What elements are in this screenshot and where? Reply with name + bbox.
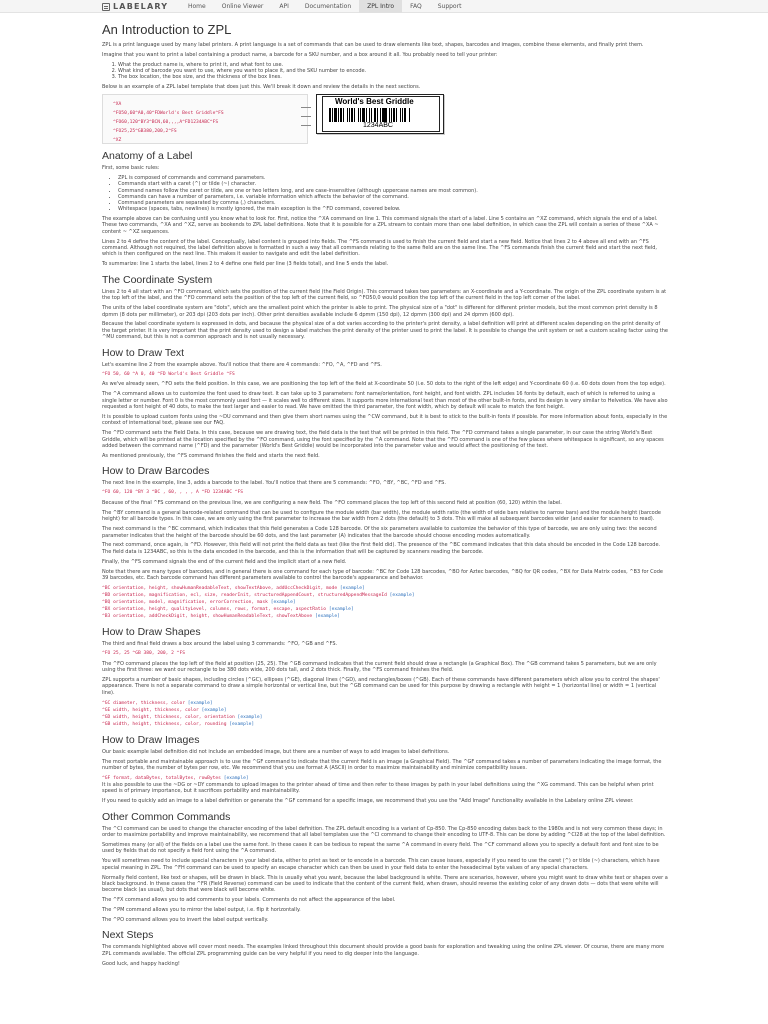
code-sample: ^FO 50, 60 ^A 0, 40 ^FD World's Best Griddle ^FS	[102, 371, 235, 377]
paragraph: Finally, the ^FS command signals the end of the current field and the implicit start of a new field.	[102, 558, 347, 565]
zpl-line: ^XA	[113, 102, 122, 108]
example-link[interactable]: [example]	[328, 606, 354, 612]
paragraph: You will sometimes need to include special characters in your label data, either to print as text or to encode in a barcode. This can cause issues, especially if you need to use the caret (^) or tilde (~) characters, which have special meaning in ZPL. The ^FH command can be used to specify an escape character which can then be used in your field data to enter the hexadecimal byte values of any special characters.	[102, 858, 660, 871]
paragraph: Our basic example label definition did not include an embedded image, but there are a number of ways to add images to label definitions.	[102, 748, 450, 755]
label-title: World's Best Griddle	[335, 97, 414, 107]
paragraph: To summarize: line 1 starts the label, lines 2 to 4 define one field per line (3 fields total), and line 5 ends the label.	[102, 261, 389, 268]
zpl-line: ^XZ	[113, 138, 122, 144]
section-heading-text: How to Draw Text	[102, 346, 185, 359]
section-heading-anatomy: Anatomy of a Label	[102, 150, 193, 163]
paragraph: ZPL supports a number of basic shapes, including circles (^GC), ellipses (^GE), diagonal lines (^GD), and rectangles/boxes (^GB). Each of these commands have different parameters which allow you to control the shapes' appearance. There is not a separate command to draw a simple horizontal or vertical line, but the ^GB command can be used for this purpose by drawing a rectangle with height = 1 (horizontal line) or width = 1 (vertical line).	[102, 676, 660, 696]
paragraph: The units of the label coordinate system are "dots", which are the smallest point which the printer is able to print. The physical size of a "dot" is different for different printer models, but the most common print density is 8 dpmm (8 dots per millimeter), or 203 dpi (203 dots per inch). Other print densities available include 6 dpmm (150 dpi), 12 dpmm (300 dpi) and 24 dpmm (600 dpi).	[102, 305, 658, 318]
paragraph: As mentioned previously, the ^FS command finishes the field and starts the next field.	[102, 452, 320, 459]
paragraph: Because of the final ^FS command on the previous line, we are configuring a new field. The ^FO command places the top left of this second field at position (60, 120) within the label.	[102, 499, 562, 506]
list-item: • Command parameters are separated by comma (,) characters.	[118, 200, 668, 206]
paragraph: The ^PM command allows you to mirror the label output, i.e. flip it horizontally.	[102, 907, 301, 914]
pointer-line	[301, 125, 311, 126]
list-item: 3. The box location, the box size, and the thickness of the box lines.	[118, 74, 668, 80]
paragraph: The ^BY command is a general barcode-related command that can be used to configure the module width (bar width), the module width ratio (the width of wide bars relative to narrow bars) and the module height (barcode height) for all barcode types. In this case, we are only using the first parameter to increase the bar width from 2 dots (the default) to 3 dots. This will make all subsequent barcodes wider (and easier for scanners to read).	[102, 509, 661, 523]
command-signature: ^BC orientation, height, showHumanReadableText, showTextAbove, addUccCheckDigit, mode [example]	[102, 585, 365, 591]
brand[interactable]	[102, 2, 168, 11]
intro-paragraph: ZPL is a print language used by many label printers. A print language is a set of commands that can be used to draw elements like text, shapes, barcodes and images, combine these elements, and finally print them.	[102, 42, 644, 48]
paragraph: Let's examine line 2 from the example above. You'll notice that there are 4 commands: ^FO, ^A, ^FD and ^FS.	[102, 361, 382, 368]
paragraph: It is also possible to use the ~DG or ~DY commands to upload images to the printer ahead of time and then refer to these images by path in your label definitions using the ^XG command. This can be helpful when print speed is of primary importance, but it sacrifices portability and maintainability.	[102, 781, 654, 795]
code-sample: ^FO 60, 120 ^BY 3 ^BC , 60, , , , A ^FD 1234ABC ^FS	[102, 490, 244, 496]
list-item: 1. What the product name is, where to print it, and what font to use.	[118, 62, 668, 68]
article	[102, 22, 668, 971]
label-barcode-text: 1234ABC	[363, 122, 393, 130]
pointer-line	[301, 116, 311, 117]
section-heading-next-steps: Next Steps	[102, 929, 154, 942]
top-navbar	[0, 0, 768, 13]
command-signature: ^B3 orientation, addCheckDigit, height, showHumanReadableText, showTextAbove [example]	[102, 613, 340, 619]
paragraph: The most portable and maintainable approach is to use the ^GF command to indicate that the current field is an image (a Graphical Field). The ^GF command takes a number of parameters indicating the image format, the number of bytes, the number of bytes per row, etc. We recommend that you use format A (ASCII) in order to maximize maintainability and minimize compatibility issues.	[102, 758, 662, 771]
command-signature: ^GC diameter, thickness, color [example]	[102, 700, 213, 706]
paragraph: Lines 2 to 4 all start with an ^FO command, which sets the position of the current field (the Field Origin). This command takes two parameters: an X-coordinate and a Y-coordinate. The origin of the ZPL coordinate system is at the top left of the label, and the ^FO command sets the position of the top left of the current field, so ^FO50,0 would position the top left of the current field in the top left corner of the label.	[102, 288, 667, 302]
pointer-line	[301, 107, 311, 108]
list-item: • Commands start with a caret (^) or tilde (~) character.	[118, 181, 668, 187]
list-item: • Command names follow the caret or tilde, are one or two letters long, and are case-insensitive (although uppercase names are most common).	[118, 188, 668, 194]
paragraph: Note that there are many types of barcodes, and in general there is one command for each type of barcode: ^BC for Code 128 barcodes, ^BO for Aztec barcodes, ^BQ for QR codes, ^BX for Data Matrix codes, ^B3 for Code 39 barcodes, etc. Each barcode command has different parameters available to control the barcode's appearance and behavior.	[102, 568, 663, 582]
label-box	[322, 96, 440, 132]
command-signature: ^GD width, height, thickness, color, orientation [example]	[102, 714, 263, 720]
nav-online-viewer[interactable]: Online Viewer	[221, 3, 264, 10]
paragraph: The next command, once again, is ^FD. However, this field will not print the field data as text (like the first field did). The presence of the ^BC command indicates that this data should be encoded in the Code 128 barcode. The field data is 1234ABC, so this is the data encoded in the barcode, and this is the information that will be captured by scanners reading the barcode.	[102, 542, 661, 555]
nav-faq[interactable]: FAQ	[410, 3, 422, 10]
section-heading-shapes: How to Draw Shapes	[102, 625, 201, 638]
nav-zpl-intro[interactable]: ZPL Intro	[359, 0, 402, 13]
paragraph: Because the label coordinate system is expressed in dots, and because the physical size of a dot varies according to the printer's print density, a label definition will print at different scales depending on the print density of the target printer. It is very important that the print density used to design a label matches the print density of the printer used to print the label. It is possible to change the unit system or set a custom scaling factor using the ^MU command, but this is not a common approach and is not usually necessary.	[102, 321, 668, 341]
example-link[interactable]: [example]	[201, 707, 227, 713]
nav-support[interactable]: Support	[437, 3, 462, 10]
nav-home[interactable]: Home	[188, 3, 206, 10]
example-link[interactable]: [example]	[187, 700, 213, 706]
example-link[interactable]: [example]	[389, 592, 415, 598]
rules-list	[118, 175, 668, 212]
section-heading-coordinates: The Coordinate System	[102, 273, 213, 286]
section-heading-other-commands: Other Common Commands	[102, 810, 231, 823]
paragraph: The ^FO command places the top left of the field at position (25, 25). The ^GB command indicates that the current field should draw a rectangle (a Graphical Box). The ^GB command takes 5 parameters, but we are only using the first three: we want our rectangle to be 380 dots wide, 200 dots tall, and 2 dots thick. Finally, the ^FS command finishes the field.	[102, 660, 657, 673]
paragraph: The ^FD command sets the Field Data. In this case, because we are drawing text, the field data is the text that will be printed in this field. The ^FD command takes a single parameter, in our case the string World's Best Griddle, which will be printed at the location specified by the ^FO command, using the font specified by the ^A command. Note that the ^FD command is one of the few places where whitespace is significant, so any spaces added between the command name (^FD) and the parameter (World's Best Griddle) would be incorporated into the parameter value and would affect the positioning of the text.	[102, 430, 664, 449]
label-icon	[102, 3, 110, 11]
page-title: An Introduction to ZPL	[102, 22, 232, 37]
paragraph: Good luck, and happy hacking!	[102, 960, 180, 967]
zpl-line: ^FO50,60^A0,40^FDWorld's Best Griddle^FS	[113, 111, 224, 117]
command-signature: ^BQ orientation, model, magnification, errorCorrection, mask [example]	[102, 599, 296, 605]
brand-name: LABELARY	[113, 2, 169, 11]
command-signature: ^BX orientation, height, qualityLevel, columns, rows, format, escape, aspectRatio [example]	[102, 606, 354, 612]
paragraph: The commands highlighted above will cover most needs. The examples linked throughout this document should provide a good basis for exploration and tweaking using the online ZPL viewer. Of course, there are many more ZPL commands available. The official ZPL programming guide can be very helpful if you need to dig deeper into the language.	[102, 944, 665, 957]
command-signature: ^BD orientation, magnification, ecl, size, readerInit, structuredAppendCount, structuredAppendMessageId [example]	[102, 592, 415, 598]
paragraph: As we've already seen, ^FO sets the field position. In this case, we are positioning the top left of the field at X-coordinate 50 (i.e. 50 dots to the right of the left edge) and Y-coordinate 60 (i.e. 60 dots down from the top edge).	[102, 381, 666, 388]
example-link[interactable]: [example]	[237, 714, 263, 720]
paragraph: It is possible to upload custom fonts using the ~DU command and then give them short names using the ^CW command, but it is best to stick to the built-in fonts if possible. For more information about fonts, especially in the context of international text, please see our FAQ.	[102, 413, 668, 427]
command-signature: ^GE width, height, thickness, color [example]	[102, 707, 227, 713]
paragraph: The ^CI command can be used to change the character encoding of the label definition. The ZPL default encoding is a variant of Cp-850. The Cp-850 encoding dates back to the 1980s and is not very common these days; in order to maximize portability and improve maintainability, we recommend that all label templates use the ^CI command to change their encoding to UTF-8. This can be done by adding ^CI28 at the top of the label definition.	[102, 825, 666, 838]
section-heading-images: How to Draw Images	[102, 733, 200, 746]
example-link[interactable]: [example]	[339, 585, 365, 591]
example-link[interactable]: [example]	[223, 775, 249, 781]
list-item: • Whitespace (spaces, tabs, newlines) is mostly ignored, the main exception is the ^FD command, covered below.	[118, 206, 668, 212]
nav-documentation[interactable]: Documentation	[304, 3, 352, 10]
paragraph: The third and final field draws a box around the label using 3 commands: ^FO, ^GB and ^FS.	[102, 640, 338, 647]
label-preview	[316, 94, 444, 134]
example-link[interactable]: [example]	[229, 721, 255, 727]
zpl-code-box	[102, 94, 308, 144]
paragraph: The ^PO command allows you to invert the label output vertically.	[102, 917, 269, 924]
paragraph: The example above can be confusing until you know what to look for. First, notice the ^XA command on line 1. This command signals the start of a label. Line 5 contains an ^XZ command, which signals the end of a label. These two commands, ^XA and ^XZ, serve as bookends to ZPL label definitions. Note that it is possible for a ZPL stream to contain more than one label definition, in which case the ZPL will contain a series of these ^XA ~ content ~ ^XZ sequences.	[102, 215, 659, 235]
intro-list	[118, 62, 668, 81]
list-item: • ZPL is composed of commands and command parameters.	[118, 175, 668, 181]
zpl-line: ^FO25,25^GB380,200,2^FS	[113, 129, 177, 135]
example-link[interactable]: [example]	[270, 599, 296, 605]
command-signature: ^GF format, dataBytes, totalBytes, rowBytes [example]	[102, 775, 249, 781]
nav-api[interactable]: API	[279, 3, 289, 10]
section-heading-barcodes: How to Draw Barcodes	[102, 465, 210, 478]
nav-menu	[180, 0, 469, 13]
paragraph: The ^A command allows us to customize the font used to draw text. It can take up to 3 parameters: font name/orientation, font height, and font width. ZPL includes 16 fonts by default, each of which is referred to using a single letter or number. Font 0 is the most commonly used font — it scales well to different sizes. It supports more international text than most of the other built-in fonts, and its design is very similar to Helvetica. We have also requested a font height of 40 dots, to make the text larger and easier to read. We have omitted the third parameter, the font width, which by default will scale to match the font height.	[102, 391, 668, 410]
zpl-line: ^FO60,120^BY3^BCN,60,,,,A^FD1234ABC^FS	[113, 120, 219, 126]
list-item: 2. What kind of barcode you want to use, where you want to place it, and the SKU number to encode.	[118, 68, 668, 74]
paragraph: Sometimes many (or all) of the fields on a label use the same font. In these cases it can be tedious to repeat the same ^A command in every field. The ^CF command allows you to specify a default font and font size to be used by fields that do not specify a field font using the ^A command.	[102, 841, 659, 855]
paragraph: The next line in the example, line 3, adds a barcode to the label. You'll notice that there are 5 commands: ^FO, ^BY, ^BC, ^FD and ^FS.	[102, 480, 446, 487]
paragraph: The ^FX command allows you to add comments to your labels. Comments do not affect the appearance of the label.	[102, 897, 396, 904]
example-link[interactable]: [example]	[314, 613, 340, 619]
code-sample: ^FO 25, 25 ^GB 380, 200, 2 ^FS	[102, 650, 185, 656]
paragraph: If you need to quickly add an image to a label definition or generate the ^GF command for a specific image, we recommend that you use the "Add Image" functionality available in the Labelary online ZPL viewer.	[102, 798, 634, 805]
paragraph: Lines 2 to 4 define the content of the label. Conceptually, label content is grouped into fields. The ^FS command is used to finish the current field and start a new field. Notice that lines 2 to 4 above all end with an ^FS command. Although not required, the label definition above is formatted in such a way that all commands relating to the same field are on the same line. The ^FS commands finish the current field and start the next field, which is then configured on the next line. This makes it easier to navigate and edit the label definition.	[102, 238, 657, 258]
paragraph: First, some basic rules:	[102, 165, 160, 172]
paragraph: The next command is the ^BC command, which indicates that this field generates a Code 128 barcode. Of the six parameters available to customize the behavior of this type of barcode, we are only using two: the second parameter indicates that the height of the barcode should be 60 dots, and the last parameter (A) indicates that the barcode should choose encoding modes automatically.	[102, 526, 657, 539]
command-signature: ^GB width, height, thickness, color, rounding [example]	[102, 721, 255, 727]
paragraph: Normally field content, like text or shapes, will be drawn in black. This is usually what you want, because the label background is white. There are scenarios, however, where you might want to draw white text or shapes over a black background. In these cases the ^FR (Field Reverse) command can be used to indicate that the content of the current field, when drawn, should reverse the existing color of any drawn dots — dots that were white will become black (as usual), but dots that were black will become white.	[102, 874, 668, 894]
intro-paragraph: Imagine that you want to print a label containing a product name, a barcode for a SKU number, and a box around it all. You probably need to tell your printer:	[102, 51, 498, 58]
list-item: • Commands can have a number of parameters, i.e. variable information which affects the behavior of the command.	[118, 194, 668, 200]
intro-paragraph: Below is an example of a ZPL label template that does just this. We'll break it down and review the details in the next sections.	[102, 83, 421, 90]
example-section	[102, 94, 668, 144]
